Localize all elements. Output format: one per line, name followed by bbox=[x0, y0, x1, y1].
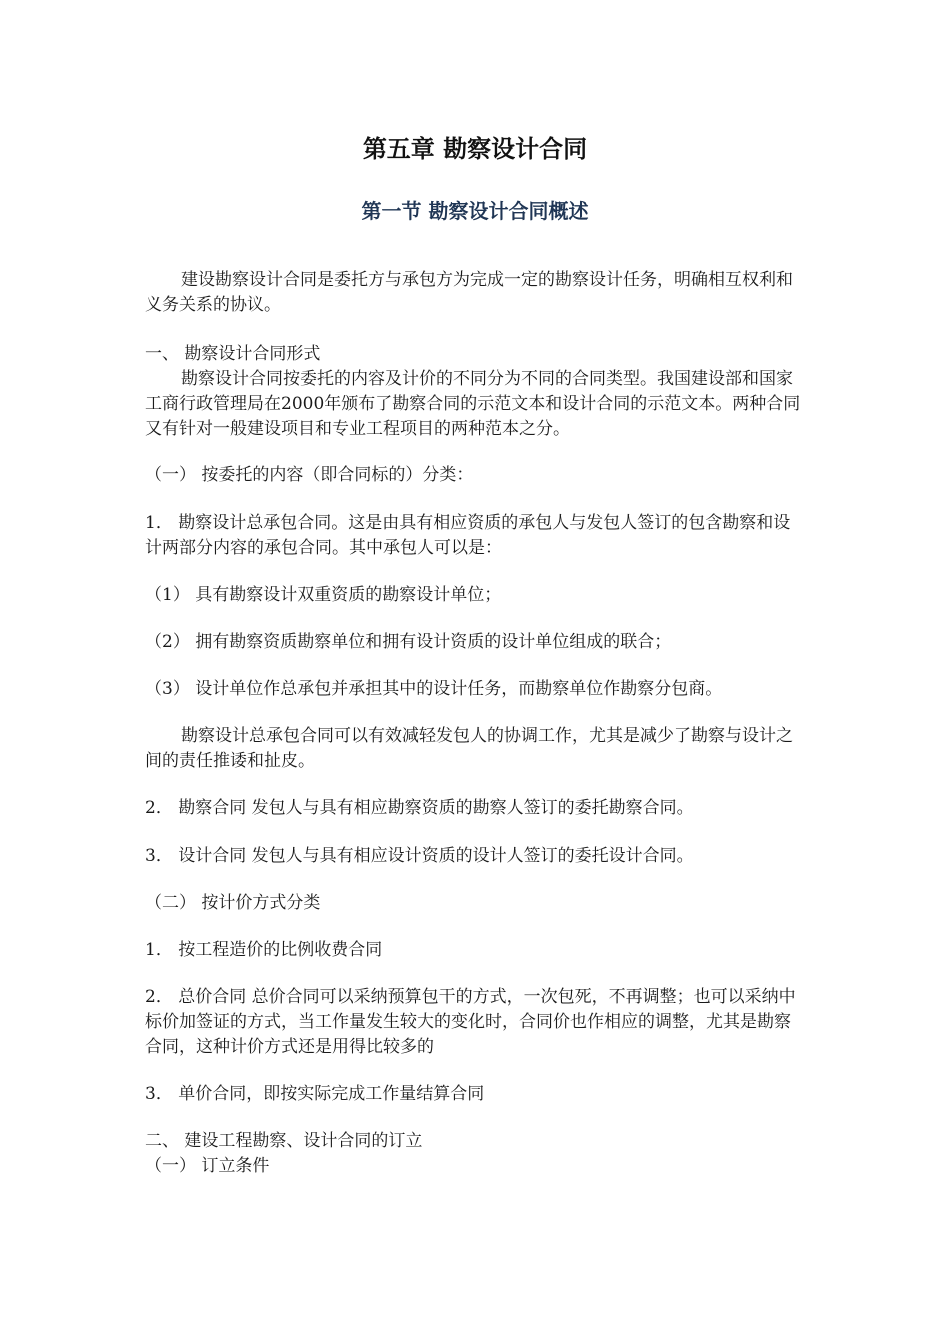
list-item-sub-1: （1） 具有勘察设计双重资质的勘察设计单位； bbox=[145, 585, 502, 605]
subheading-by-pricing: （二） 按计价方式分类 bbox=[145, 893, 321, 913]
list-item-survey-contract: 2． 勘察合同 发包人与具有相应勘察资质的勘察人签订的委托勘察合同。 bbox=[145, 798, 694, 818]
paragraph-general-contract-benefit: 勘察设计总承包合同可以有效减轻发包人的协调工作，尤其是减少了勘察与设计之间的责任推诿和扯皮。 bbox=[145, 726, 793, 771]
section-title: 第一节 勘察设计合同概述 bbox=[361, 199, 589, 223]
list-item-sub-2: （2） 拥有勘察资质勘察单位和拥有设计资质的设计单位组成的联合； bbox=[145, 632, 672, 652]
heading-contract-conclusion: 二、 建设工程勘察、设计合同的订立 bbox=[145, 1131, 423, 1151]
heading-contract-forms: 一、 勘察设计合同形式 bbox=[145, 344, 321, 364]
list-item-design-contract: 3． 设计合同 发包人与具有相应设计资质的设计人签订的委托设计合同。 bbox=[145, 846, 694, 866]
subheading-conditions: （一） 订立条件 bbox=[145, 1156, 270, 1176]
paragraph-definition: 建设勘察设计合同是委托方与承包方为完成一定的勘察设计任务，明确相互权利和义务关系的协议。 bbox=[145, 270, 793, 315]
list-item-unit-price: 3． 单价合同，即按实际完成工作量结算合同 bbox=[145, 1084, 485, 1104]
subheading-by-content: （一） 按委托的内容（即合同标的）分类： bbox=[145, 465, 474, 485]
chapter-title: 第五章 勘察设计合同 bbox=[362, 134, 588, 163]
list-item-lump-sum: 2． 总价合同 总价合同可以采纳预算包干的方式，一次包死，不再调整；也可以采纳中标价加签证的方式，当工作量发生较大的变化时，合同价也作相应的调整，尤其是勘察合同，这种计价方式还是用得比较多的 bbox=[145, 987, 796, 1057]
list-item-general-contract: 1． 勘察设计总承包合同。这是由具有相应资质的承包人与发包人签订的包含勘察和设计两部分内容的承包合同。其中承包人可以是： bbox=[145, 513, 791, 558]
paragraph-contract-types: 勘察设计合同按委托的内容及计价的不同分为不同的合同类型。我国建设部和国家工商行政管理局在2000年颁布了勘察合同的示范文本和设计合同的示范文本。两种合同又有针对一般建设项目和专业工程项目的两种范本之分。 bbox=[145, 369, 801, 439]
list-item-sub-3: （3） 设计单位作总承包并承担其中的设计任务，而勘察单位作勘察分包商。 bbox=[145, 679, 723, 699]
list-item-proportional-fee: 1． 按工程造价的比例收费合同 bbox=[145, 940, 383, 960]
